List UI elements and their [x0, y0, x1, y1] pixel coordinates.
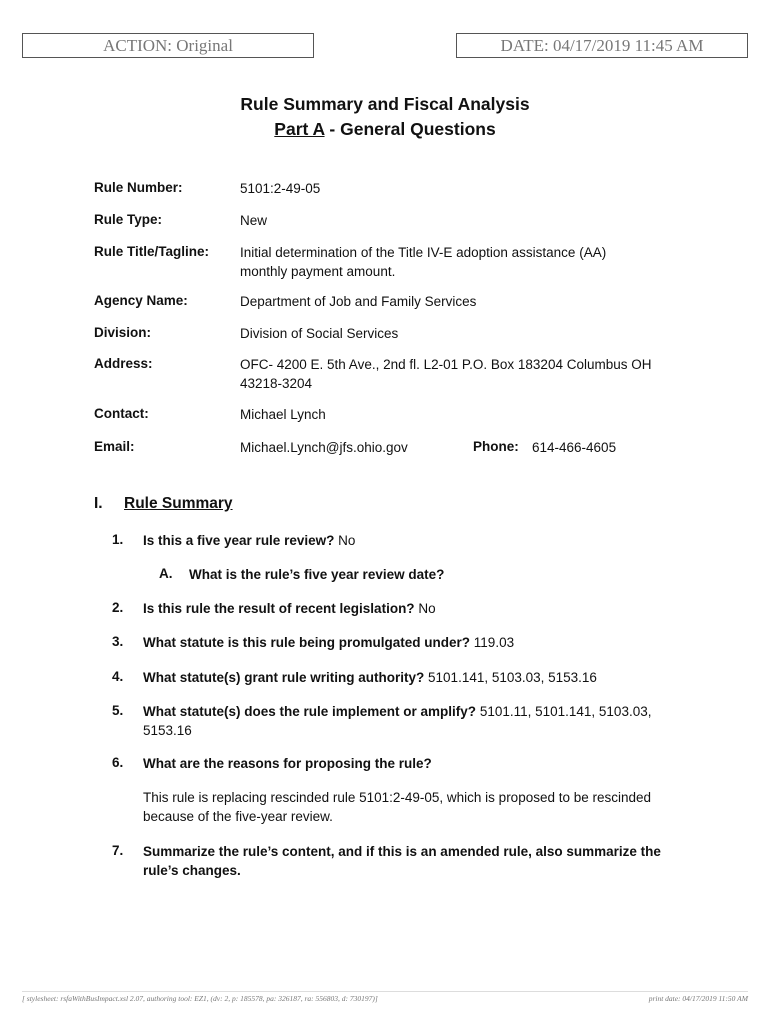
- contact-label: Contact:: [94, 406, 149, 421]
- q3-answer: 119.03: [473, 635, 515, 650]
- q3: [143, 633, 683, 652]
- rule-number-label: Rule Number:: [94, 180, 183, 195]
- address-value: OFC- 4200 E. 5th Ave., 2nd fl. L2-01 P.O. Box 183204 Columbus OH 43218-3204: [240, 357, 652, 391]
- q4-text: What statute(s) grant rule writing authority?: [143, 670, 425, 685]
- agency-value: Department of Job and Family Services: [240, 294, 477, 309]
- q1-answer: No: [338, 533, 356, 548]
- document-subtitle: [0, 119, 770, 140]
- contact-value: Michael Lynch: [240, 407, 326, 422]
- q3-number: 3.: [112, 634, 124, 649]
- email-label: Email:: [94, 439, 135, 454]
- q7-number: 7.: [112, 843, 124, 858]
- q7-text: Summarize the rule’s content, and if this is an amended rule, also summarize the rule’s changes.: [143, 844, 661, 878]
- rule-title-value: Initial determination of the Title IV-E adoption assistance (AA) monthly payment amount.: [240, 245, 607, 279]
- qa-number: A.: [159, 566, 173, 581]
- email-value[interactable]: Michael.Lynch@jfs.ohio.gov: [240, 440, 408, 455]
- q1-text: Is this a five year rule review?: [143, 533, 335, 548]
- q4-number: 4.: [112, 669, 124, 684]
- part-label: Part A: [274, 119, 325, 139]
- q6-text: What are the reasons for proposing the rule?: [143, 756, 432, 771]
- q6: [143, 754, 683, 773]
- qa: [189, 565, 689, 584]
- q2-number: 2.: [112, 600, 124, 615]
- q2: [143, 599, 683, 618]
- q4-answer: 5101.141, 5103.03, 5153.16: [428, 670, 597, 685]
- q1: [143, 531, 683, 550]
- q2-answer: No: [418, 601, 436, 616]
- qa-text: What is the rule’s five year review date?: [189, 567, 445, 582]
- footer-stylesheet: [ stylesheet: rsfaWithBusImpact.xsl 2.07, authoring tool: EZ1, (dv: 2, p: 185578, pa: 326187, ra: 556803, d: 730197)]: [22, 994, 378, 1003]
- q4: [143, 668, 683, 687]
- division-label: Division:: [94, 325, 152, 340]
- phone-label: Phone:: [473, 439, 519, 454]
- document-title: Rule Summary and Fiscal Analysis: [240, 94, 530, 114]
- rule-type-label: Rule Type:: [94, 212, 163, 227]
- part-rest: - General Questions: [324, 119, 496, 139]
- q1-number: 1.: [112, 532, 124, 547]
- q5-number: 5.: [112, 703, 124, 718]
- section-title: Rule Summary: [124, 495, 233, 512]
- q5: [143, 702, 678, 740]
- action-box: ACTION: Original: [22, 33, 314, 58]
- rule-title-label: Rule Title/Tagline:: [94, 244, 210, 259]
- footer-divider: [22, 991, 748, 992]
- q5-text: What statute(s) does the rule implement or amplify?: [143, 704, 477, 719]
- q6-answer: This rule is replacing rescinded rule 5101:2-49-05, which is proposed to be rescinded because of the five-year review.: [143, 790, 652, 824]
- rule-type-value: New: [240, 213, 268, 228]
- footer-print-date: print date: 04/17/2019 11:50 AM: [648, 994, 748, 1003]
- agency-label: Agency Name:: [94, 293, 188, 308]
- q6-number: 6.: [112, 755, 124, 770]
- rule-number-value: 5101:2-49-05: [240, 181, 321, 196]
- q3-text: What statute is this rule being promulgated under?: [143, 635, 471, 650]
- phone-value: 614-466-4605: [532, 440, 617, 455]
- q5-answer: 5101.11, 5101.141, 5103.03, 5153.16: [143, 704, 652, 738]
- address-label: Address:: [94, 356, 153, 371]
- q2-text: Is this rule the result of recent legislation?: [143, 601, 415, 616]
- section-numeral: I.: [94, 495, 103, 512]
- date-box: DATE: 04/17/2019 11:45 AM: [456, 33, 748, 58]
- q7: [143, 842, 683, 880]
- division-value: Division of Social Services: [240, 326, 399, 341]
